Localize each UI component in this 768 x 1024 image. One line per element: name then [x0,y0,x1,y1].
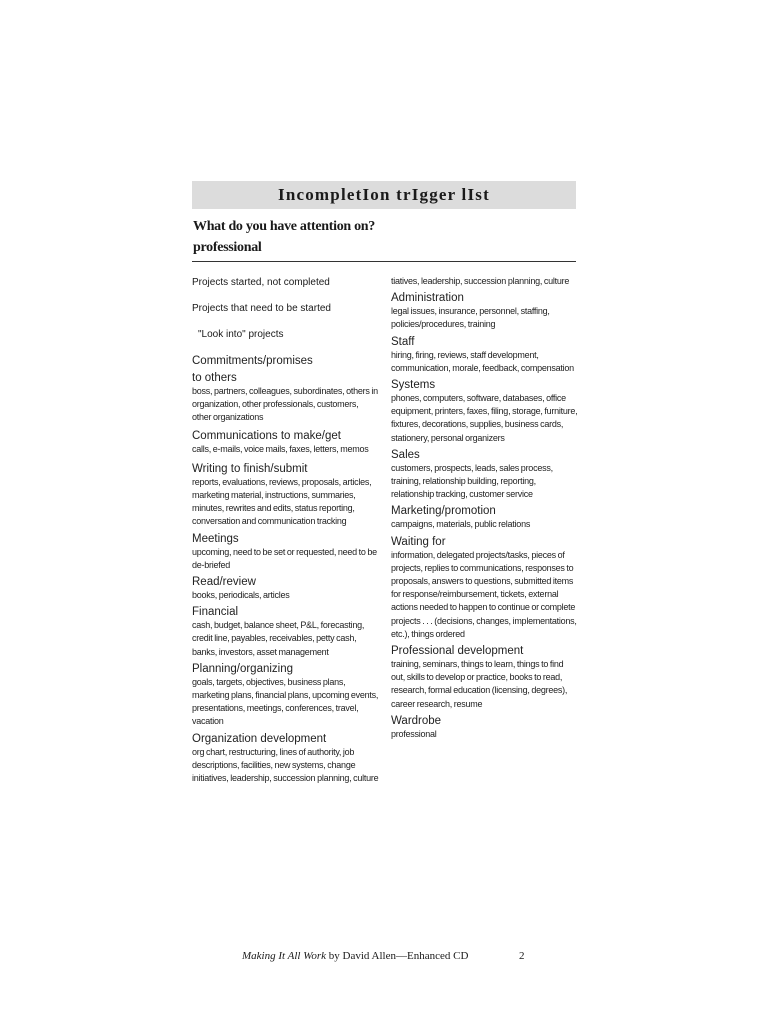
item-heading: Meetings [192,532,239,545]
item-heading: Waiting for [391,535,446,548]
footer-credit [242,950,468,962]
question-block [193,216,573,258]
item-heading: Staff [391,335,415,348]
item-body: boss, partners, colleagues, subordinates, others in organization, other professionals, customers, other organizations [192,386,378,423]
item-body: professional [391,728,437,739]
list-item [192,276,379,289]
list-item [391,291,578,331]
list-item [391,504,578,531]
item-body: legal issues, insurance, personnel, staffing, policies/procedures, training [391,306,550,330]
list-item [192,532,379,572]
list-item [391,644,578,711]
list-item [391,535,578,641]
list-item [192,328,379,341]
item-body: org chart, restructuring, lines of authority, job descriptions, facilities, new systems, change initiatives, leadership, succession planning, culture [192,746,379,784]
list-item [192,605,379,659]
divider [192,261,576,262]
list-item [192,354,379,425]
list-item [192,429,379,456]
item-body: information, delegated projects/tasks, pieces of projects, replies to communications, responses to proposals, answers to questions, submitted items for response/reimbursement, tickets, external actions needed to happen to continue or complete projects . . . (decisions, changes, implementations, etc.), things ordered [391,549,577,639]
item-heading: Read/review [192,576,256,589]
right-column [391,276,578,741]
item-heading: Commitments/promises [192,355,313,367]
list-item [391,335,578,375]
page-number: 2 [519,950,525,962]
item-heading: Communications to make/get [192,429,341,442]
item-body: phones, computers, software, databases, office equipment, printers, faxes, filing, storage, furniture, fixtures, decorations, supplies, business cards, stationery, personal organizers [391,393,578,443]
item-heading: Professional development [391,645,524,658]
question-text: What do you have attention on? [193,219,375,234]
list-item [192,462,379,529]
list-item [391,714,578,741]
item-body: cash, budget, balance sheet, P&L, forecasting, credit line, payables, receivables, petty cash, banks, investors, asset management [192,620,365,657]
item-body: customers, prospects, leads, sales process, training, relationship building, reporting, relationship tracking, customer service [391,462,553,500]
item-body: reports, evaluations, reviews, proposals, articles, marketing material, instructions, summaries, minutes, rewrites and edits, status reporting, conversation and communication tracking [192,476,372,527]
list-item [192,662,379,729]
title-bar [192,181,576,209]
item-body: campaigns, materials, public relations [391,519,531,530]
item-heading-cont: to others [192,372,237,384]
footer-author: by David Allen—Enhanced CD [326,950,469,962]
list-item [391,448,578,502]
item-body: hiring, firing, reviews, staff development, communication, morale, feedback, compensation [391,349,574,373]
list-item [192,732,379,784]
item-heading: Systems [391,379,436,392]
item-body: tiatives, leadership, succession planning, culture [391,276,570,286]
list-item [391,275,578,288]
item-body: upcoming, need to be set or requested, need to be de-briefed [192,546,377,570]
item-heading: Organization development [192,732,327,745]
item-heading: Administration [391,292,464,305]
item-body: calls, e-mails, voice mails, faxes, letters, memos [192,443,369,454]
item-label: Projects that need to be started [192,303,331,314]
question-subtitle: professional [193,240,262,255]
item-label: "Look into" projects [198,329,284,340]
item-body: books, periodicals, articles [192,590,290,601]
page-title: IncompletIon trIgger lIst [278,185,490,204]
item-label: Projects started, not completed [192,277,330,288]
list-item [391,378,578,445]
book-title: Making It All Work [242,950,327,962]
item-heading: Writing to finish/submit [192,462,308,475]
item-heading: Planning/organizing [192,662,294,675]
item-heading: Wardrobe [391,714,442,727]
list-item [192,302,379,315]
list-item [192,575,379,602]
item-heading: Marketing/promotion [391,505,496,518]
item-heading: Financial [192,606,239,619]
item-body: goals, targets, objectives, business plans, marketing plans, financial plans, upcoming events, presentations, meetings, conferences, travel, vacation [192,676,379,727]
item-body: training, seminars, things to learn, things to find out, skills to develop or practice, books to read, research, formal education (licensing, degrees), career research, resume [391,659,568,709]
item-heading: Sales [391,448,420,461]
left-column [192,276,379,784]
